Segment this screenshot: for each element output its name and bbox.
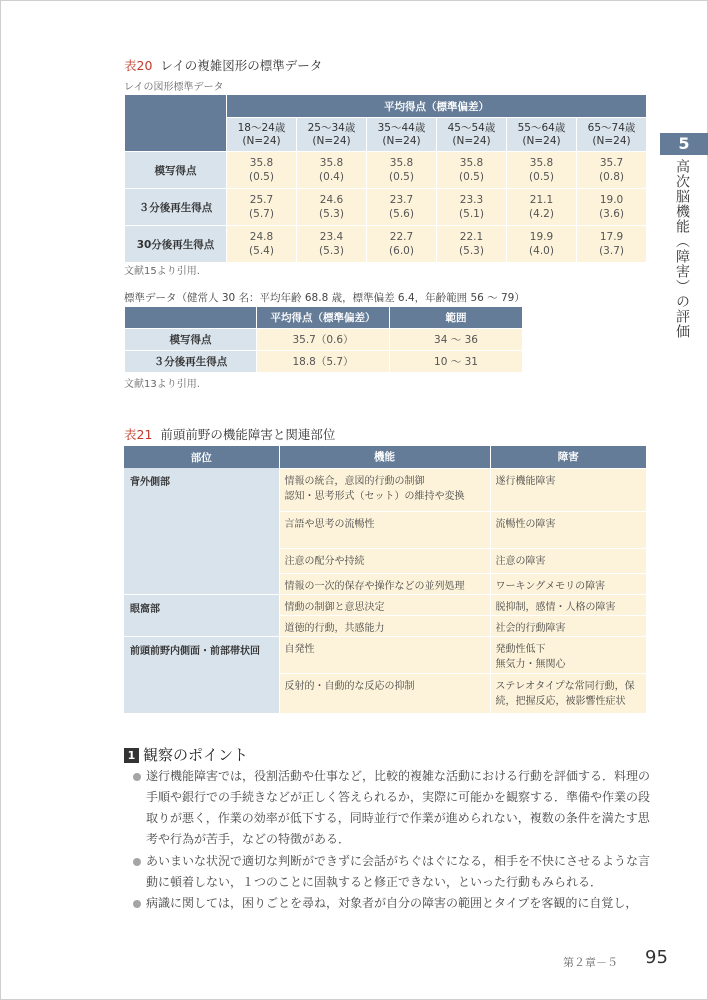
table20b-score: 18.8（5.7） xyxy=(257,351,390,373)
table20-sd: (4.2) xyxy=(529,208,554,220)
table20-mean: 35.8 xyxy=(529,157,554,169)
table20-cell xyxy=(297,152,367,189)
table20-mean: 35.7 xyxy=(599,157,624,169)
table20-sd: (0.5) xyxy=(249,171,274,183)
table20-row-label: ３分後再生得点 xyxy=(125,189,227,226)
table21-disorder: 遂行機能障害 xyxy=(490,468,646,511)
table20-mean: 23.7 xyxy=(389,194,414,206)
table20-n-label: (N=24) xyxy=(522,134,561,147)
table20b-row xyxy=(125,329,523,351)
table20-row xyxy=(125,226,647,263)
table20-age-label: 55～64歳 xyxy=(517,121,566,134)
table21-function: 言語や思考の流暢性 xyxy=(279,511,490,548)
table20-title-text: レイの複雑図形の標準データ xyxy=(160,58,323,73)
table21-row xyxy=(124,468,646,511)
table20b-source: 文献13より引用. xyxy=(124,379,200,390)
table21-disorder: ステレオタイプな常同行動，保続，把握反応，被影響性症状 xyxy=(490,673,646,713)
table20-mean: 22.7 xyxy=(389,231,414,243)
table20-mean: 25.7 xyxy=(249,194,274,206)
table20b-row-label: ３分後再生得点 xyxy=(125,351,257,373)
table21-part: 前頭前野内側面・前部帯状回 xyxy=(124,636,279,713)
table20-cell xyxy=(507,226,577,263)
table20b-score: 35.7（0.6） xyxy=(257,329,390,351)
table20-age-header xyxy=(437,118,507,152)
table20-row-label: 30分後再生得点 xyxy=(125,226,227,263)
table21-function: 自発性 xyxy=(279,636,490,673)
bullet-paragraph-2: あいまいな状況で適切な判断ができずに会話がちぐはぐになる，相手を不快にさせるような言動に頓着しない，１つのことに固執すると修正できない，といった行動もみられる． xyxy=(146,854,651,889)
table20b-header-score: 平均得点（標準偏差） xyxy=(257,307,390,329)
table21-disorder: 社会的行動障害 xyxy=(490,615,646,636)
table20-mean: 23.4 xyxy=(319,231,344,243)
table20b-row xyxy=(125,351,523,373)
table21-part: 背外側部 xyxy=(124,468,279,594)
bullet-icon xyxy=(133,858,141,866)
table20-mean: 35.8 xyxy=(319,157,344,169)
table20-n-label: (N=24) xyxy=(312,134,351,147)
table20-cell xyxy=(507,152,577,189)
table20-age-header xyxy=(227,118,297,152)
table21-function: 情報の統合，意図的行動の制御 認知・思考形式（セット）の維持や変換 xyxy=(279,468,490,511)
table20-sd: (0.8) xyxy=(599,171,624,183)
table20-sd: (5.7) xyxy=(249,208,274,220)
table20b-header-range: 範囲 xyxy=(390,307,523,329)
table20-sd: (0.5) xyxy=(529,171,554,183)
bullet-icon xyxy=(133,900,141,908)
footer-chapter: 第２章－５ xyxy=(563,956,618,969)
table20-sd: (5.1) xyxy=(459,208,484,220)
table21-disorder: ワーキングメモリの障害 xyxy=(490,573,646,594)
table20-age-header xyxy=(507,118,577,152)
table20-n-label: (N=24) xyxy=(242,134,281,147)
table21-row xyxy=(124,594,646,615)
table20 xyxy=(124,94,647,263)
table20-cell xyxy=(367,152,437,189)
table21-header-function: 機能 xyxy=(279,446,490,468)
table20-age-label: 25～34歳 xyxy=(307,121,356,134)
table20-group-header: 平均得点（標準偏差） xyxy=(227,95,647,118)
table21-disorder: 脱抑制，感情・人格の障害 xyxy=(490,594,646,615)
table21-disorder: 注意の障害 xyxy=(490,548,646,573)
table20-row-label: 模写得点 xyxy=(125,152,227,189)
table20-cell xyxy=(227,152,297,189)
table20-n-label: (N=24) xyxy=(592,134,631,147)
table21-function: 道徳的行動，共感能力 xyxy=(279,615,490,636)
table20-sd: (0.4) xyxy=(319,171,344,183)
table20-sd: (4.0) xyxy=(529,245,554,257)
table21-function: 情報の一次的保存や操作などの並列処理 xyxy=(279,573,490,594)
table20b-caption: 標準データ（健常人 30 名：平均年齢 68.8 歳，標準偏差 6.4，年齢範囲 56 ～ 79） xyxy=(124,292,525,304)
table21-title-text: 前頭前野の機能障害と関連部位 xyxy=(160,427,336,442)
table20-cell xyxy=(577,226,647,263)
table20-cell xyxy=(297,226,367,263)
table20-mean: 35.8 xyxy=(389,157,414,169)
table20-cell xyxy=(507,189,577,226)
table21-function: 情動の制御と意思決定 xyxy=(279,594,490,615)
table20-n-label: (N=24) xyxy=(382,134,421,147)
table20-cell xyxy=(367,226,437,263)
table20-mean: 24.6 xyxy=(319,194,344,206)
section-number: 1 xyxy=(124,748,139,763)
table20b-row-label: 模写得点 xyxy=(125,329,257,351)
section-heading xyxy=(124,744,248,765)
table20-age-label: 65～74歳 xyxy=(587,121,636,134)
table20-sd: (6.0) xyxy=(389,245,414,257)
table21-disorder: 流暢性の障害 xyxy=(490,511,646,548)
table20-mean: 24.8 xyxy=(249,231,274,243)
table20-cell xyxy=(437,152,507,189)
table21-function: 注意の配分や持続 xyxy=(279,548,490,573)
table20-mean: 35.8 xyxy=(459,157,484,169)
table21-disorder: 発動性低下 無気力・無関心 xyxy=(490,636,646,673)
table21-part: 眼窩部 xyxy=(124,594,279,636)
table20-mean: 17.9 xyxy=(599,231,624,243)
table20-age-label: 18～24歳 xyxy=(237,121,286,134)
table20-number: 表20 xyxy=(124,58,153,73)
table20-age-header xyxy=(577,118,647,152)
table20b-range: 34 ～ 36 xyxy=(390,329,523,351)
chapter-number: 5 xyxy=(660,133,708,155)
table20-mean: 22.1 xyxy=(459,231,484,243)
table20-sd: (5.4) xyxy=(249,245,274,257)
table20-cell xyxy=(577,189,647,226)
table20-sd: (5.3) xyxy=(459,245,484,257)
table20-cell xyxy=(227,226,297,263)
table20-sd: (3.6) xyxy=(599,208,624,220)
table20-cell xyxy=(437,189,507,226)
table20-source: 文献15より引用. xyxy=(124,266,200,277)
table20-sd: (5.3) xyxy=(319,208,344,220)
table20-cell xyxy=(367,189,437,226)
table20b-range: 10 ～ 31 xyxy=(390,351,523,373)
table20-sd: (0.5) xyxy=(389,171,414,183)
table20-row xyxy=(125,152,647,189)
bullet-icon xyxy=(133,773,141,781)
table20-cell xyxy=(297,189,367,226)
table20-mean: 19.0 xyxy=(599,194,624,206)
table21-function: 反射的・自動的な反応の抑制 xyxy=(279,673,490,713)
table20-mean: 35.8 xyxy=(249,157,274,169)
table20-mean: 19.9 xyxy=(529,231,554,243)
table21-title xyxy=(124,425,335,443)
table20-row xyxy=(125,189,647,226)
table20-mean: 23.3 xyxy=(459,194,484,206)
table20-age-label: 35～44歳 xyxy=(377,121,426,134)
table21-header-disorder: 障害 xyxy=(490,446,646,468)
bullet-paragraph-1: 遂行機能障害では，役割活動や仕事など，比較的複雑な活動における行動を評価する．料理の手順や銀行での手続きなどが正しく答えられるか，実際に可能かを観察する．準備や作業の段取りが悪く，作業の効率が低下する，同時並行で作業が進められない，複数の条件を満たす思考や行為が苦手，などの特徴がある． xyxy=(146,769,651,846)
table20-cell xyxy=(227,189,297,226)
table21-row xyxy=(124,636,646,673)
table21-number: 表21 xyxy=(124,427,153,442)
table20-cell xyxy=(437,226,507,263)
footer-page-number: 95 xyxy=(645,947,668,968)
table20-corner xyxy=(125,95,227,152)
chapter-title: 高次脳機能（障害）の評価 xyxy=(674,159,690,339)
table20-age-label: 45～54歳 xyxy=(447,121,496,134)
table20-n-label: (N=24) xyxy=(452,134,491,147)
table21-header-part: 部位 xyxy=(124,446,279,468)
table20-age-header xyxy=(367,118,437,152)
table20-age-header xyxy=(297,118,367,152)
table20b xyxy=(124,306,523,373)
table21 xyxy=(124,446,646,713)
table20-subtitle: レイの図形標準データ xyxy=(124,82,224,93)
table20-mean: 21.1 xyxy=(529,194,554,206)
table20-sd: (3.7) xyxy=(599,245,624,257)
table20-sd: (5.3) xyxy=(319,245,344,257)
bullet-paragraph-3: 病識に関しては，困りごとを尋ね，対象者が自分の障害の範囲とタイプを客観的に自覚し， xyxy=(146,896,638,910)
table20b-corner xyxy=(125,307,257,329)
table20-title xyxy=(124,56,322,74)
table20-sd: (5.6) xyxy=(389,208,414,220)
table20-sd: (0.5) xyxy=(459,171,484,183)
table20-cell xyxy=(577,152,647,189)
section-title: 観察のポイント xyxy=(143,746,249,764)
